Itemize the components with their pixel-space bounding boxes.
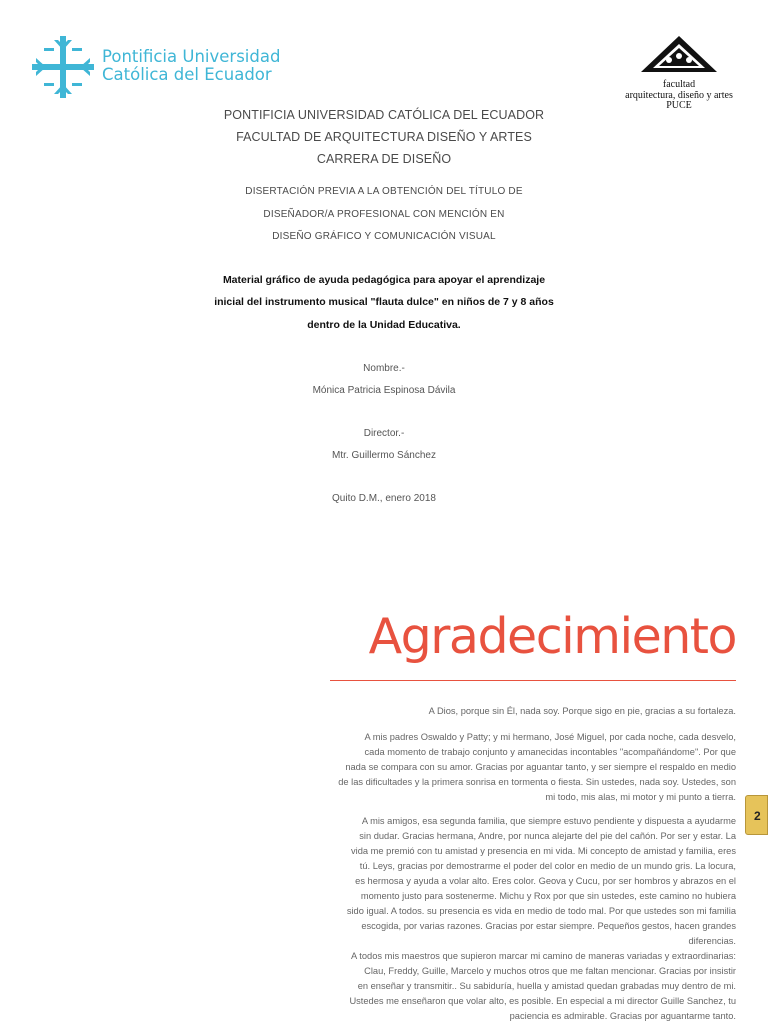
career-name: CARRERA DE DISEÑO xyxy=(316,152,452,166)
ack-paragraph-3 xyxy=(296,814,736,949)
ack-line: Clau, Freddy, Guille, Marcelo y muchos otros que me faltan mencionar. Gracias por insistir xyxy=(364,966,736,976)
ack-line: diferencias. xyxy=(688,936,736,946)
dissertation-line1: DISERTACIÓN PREVIA A LA OBTENCIÓN DEL TÍTULO DE xyxy=(245,186,523,197)
thesis-title-line2: inicial del instrumento musical "flauta dulce" en niños de 7 y 8 años xyxy=(214,296,554,308)
ack-line: nada se compara con su amor. Gracias por aguantar tanto, y ser siempre el respaldo en medio xyxy=(345,762,736,772)
ack-line: A todos mis maestros que supieron marcar mi camino de maneras variadas y extraordinarias: xyxy=(351,951,736,961)
ack-paragraph-1 xyxy=(296,704,736,719)
acknowledgement-title: Agradecimiento xyxy=(368,608,736,665)
ack-line: escogida, por varias razones. Gracias por estar siempre. Pequeños gestos, hacen grandes xyxy=(361,921,736,931)
page-number-tab xyxy=(745,795,768,835)
ack-line: sin dudar. Gracias hermana, Andre, por nunca alejarte del pie del cañón. Por ser y estar. La xyxy=(359,831,736,841)
puce-logo xyxy=(30,32,281,102)
ack-line: A mis amigos, esa segunda familia, que siempre estuvo pendiente y dispuesta a ayudarme xyxy=(361,816,736,826)
faculty-name: FACULTAD DE ARQUITECTURA DISEÑO Y ARTES xyxy=(236,130,532,144)
ack-line: cada momento de trabajo conjunto y amanecidas incontables "acompañándome". Por que xyxy=(364,747,736,757)
puce-logo-line2: Católica del Ecuador xyxy=(102,65,272,84)
thesis-title-line3: dentro de la Unidad Educativa. xyxy=(307,319,461,331)
ack-line: mi todo, mis alas, mi motor y mi punto a tierra. xyxy=(545,792,736,802)
facultad-logo-line1: facultad xyxy=(662,79,696,90)
ack-line: momento justo para sostenerme. Michu y Rox por que sin ustedes, este camino no hubiera xyxy=(360,891,736,901)
ack-line: Ustedes me enseñaron que volar alto, es posible. En especial a mi director Guille Sanchez, tu xyxy=(349,996,736,1006)
ack-line: vida me premió con tu amistad y presencia en mi vida. Mi concepto de amistad y familia, eres xyxy=(351,846,736,856)
ack-paragraph-2 xyxy=(296,730,736,805)
facultad-logo-line3: PUCE xyxy=(666,100,692,111)
ack-line: paciencia es admirable. Gracias por aguantarme tanto. xyxy=(509,1011,736,1021)
place-date: Quito D.M., enero 2018 xyxy=(332,493,436,504)
director-label: Director.- xyxy=(363,428,405,439)
dissertation-line3: DISEÑO GRÁFICO Y COMUNICACIÓN VISUAL xyxy=(272,231,496,242)
author-name: Mónica Patricia Espinosa Dávila xyxy=(312,385,456,396)
page-number: 2 xyxy=(754,809,761,823)
puce-logo-line1: Pontificia Universidad xyxy=(102,47,281,66)
ack-line: es hermosa y ayuda a volar alto. Eres color. Geova y Cucu, por ser hombros y abrazos en el xyxy=(355,876,736,886)
ack-line: A Dios, porque sin Él, nada soy. Porque sigo en pie, gracias a su fortaleza. xyxy=(428,706,736,716)
dissertation-line2: DISEÑADOR/A PROFESIONAL CON MENCIÓN EN xyxy=(263,209,505,220)
ack-paragraph-4 xyxy=(296,949,736,1024)
acknowledgement-rule xyxy=(330,680,736,681)
ack-line: sido igual. A todos. su presencia es vida en medio de todo mal. Por que ustedes son mi familia xyxy=(346,906,736,916)
university-name: PONTIFICIA UNIVERSIDAD CATÓLICA DEL ECUADOR xyxy=(223,108,545,122)
ack-line: en enseñar y transmitir.. Su sabiduría, huella y amistad quedan grabadas muy dentro de mi. xyxy=(357,981,736,991)
thesis-title-line1: Material gráfico de ayuda pedagógica para apoyar el aprendizaje xyxy=(222,274,546,286)
director-name: Mtr. Guillermo Sánchez xyxy=(332,450,436,461)
puce-cross-icon xyxy=(30,34,96,100)
ack-line: A mis padres Oswaldo y Patty; y mi hermano, José Miguel, por cada noche, cada desvelo, xyxy=(364,732,736,742)
ack-line: tú. Leys, gracias por demostrarme el poder del color en medio de un mundo gris. La locura, xyxy=(359,861,736,871)
author-label: Nombre.- xyxy=(363,363,405,374)
ack-line: de las dificultades y la primera sonrisa en tormenta o fiesta. Sin ustedes, nada soy. Ustedes, son xyxy=(338,777,736,787)
facultad-emblem-icon xyxy=(639,34,719,74)
facultad-logo-line2: arquitectura, diseño y artes xyxy=(625,89,733,101)
